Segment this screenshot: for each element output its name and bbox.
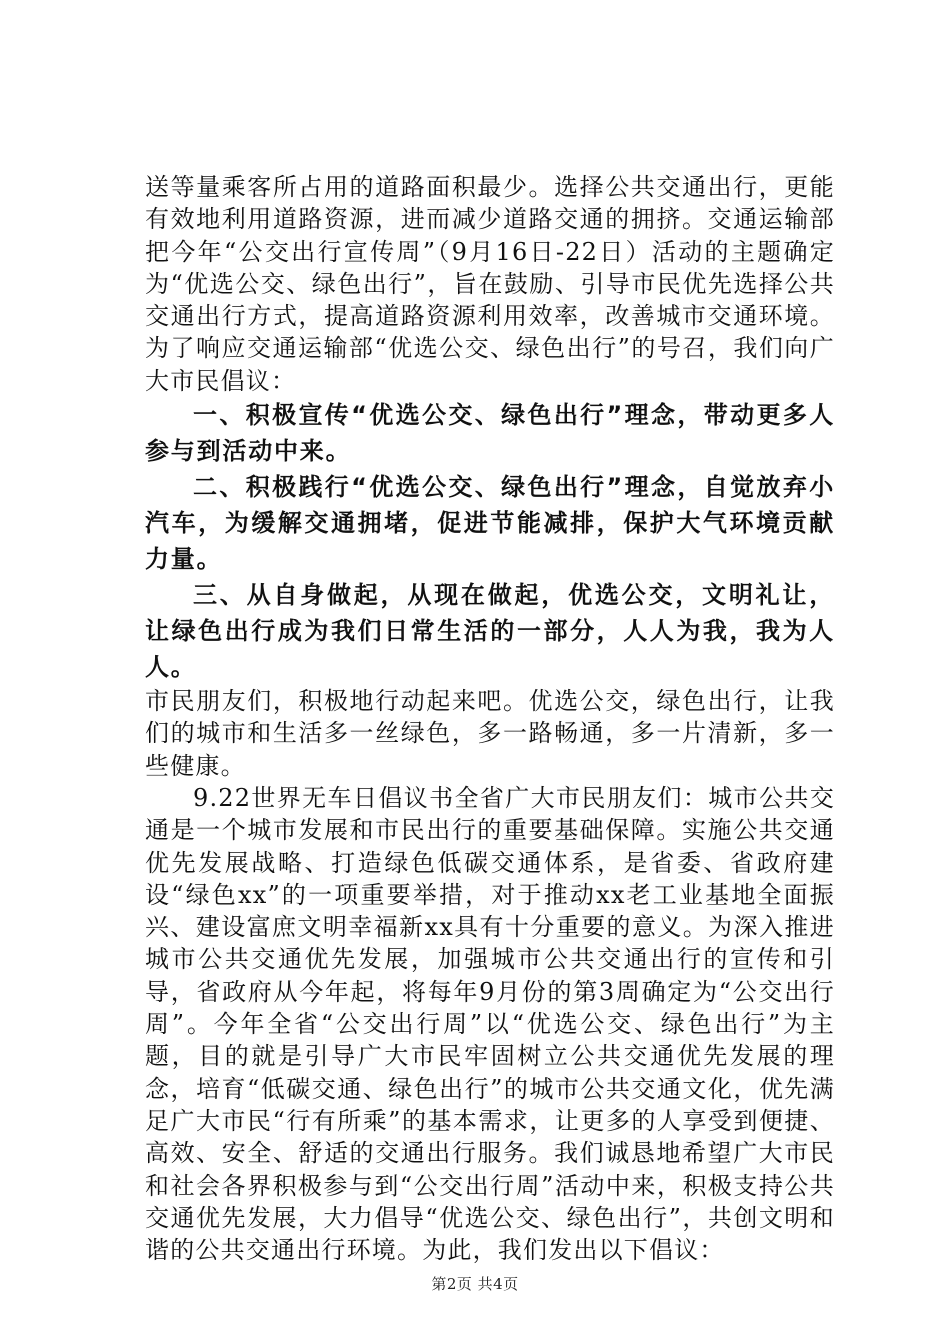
document-body (145, 171, 835, 1266)
paragraph-proposal-2: 二、积极践行“优选公交、绿色出行”理念，自觉放弃小汽车，为缓解交通拥堵，促进节能减排，保护大气环境贡献力量。 (145, 473, 835, 574)
paragraph-second-letter: 9.22世界无车日倡议书全省广大市民朋友们：城市公共交通是一个城市发展和市民出行的重要基础保障。实施公共交通优先发展战略、打造绿色低碳交通体系，是省委、省政府建设“绿色xx”的一项重要举措，对于推动xx老工业基地全面振兴、建设富庶文明幸福新xx具有十分重要的意义。为深入推进城市公共交通优先发展，加强城市公共交通出行的宣传和引导，省政府从今年起，将每年9月份的第3周确定为“公交出行周”。今年全省“公交出行周”以“优选公交、绿色出行”为主题，目的就是引导广大市民牢固树立公共交通优先发展的理念，培育“低碳交通、绿色出行”的城市公共交通文化，优先满足广大市民“行有所乘”的基本需求，让更多的人享受到便捷、高效、安全、舒适的交通出行服务。我们诚恳地希望广大市民和社会各界积极参与到“公交出行周”活动中来，积极支持公共交通优先发展，大力倡导“优选公交、绿色出行”，共创文明和谐的公共交通出行环境。为此，我们发出以下倡议： (145, 783, 835, 1265)
paragraph-proposal-1: 一、积极宣传“优选公交、绿色出行”理念，带动更多人参与到活动中来。 (145, 401, 835, 466)
paragraph-intro: 送等量乘客所占用的道路面积最少。选择公共交通出行，更能有效地利用道路资源，进而减少道路交通的拥挤。交通运输部把今年“公交出行宣传周”（9月16日-22日）活动的主题确定为“优选公交、绿色出行”，旨在鼓励、引导市民优先选择公共交通出行方式，提高道路资源利用效率，改善城市交通环境。为了响应交通运输部“优选公交、绿色出行”的号召，我们向广大市民倡议： (145, 173, 835, 395)
paragraph-proposal-3: 三、从自身做起，从现在做起，优选公交，文明礼让，让绿色出行成为我们日常生活的一部分，人人为我，我为人人。 (145, 581, 835, 682)
paragraph-closing: 市民朋友们，积极地行动起来吧。优选公交，绿色出行，让我们的城市和生活多一丝绿色，多一路畅通，多一片清新，多一些健康。 (145, 687, 835, 780)
page-number-footer: 第2页 共4页 (431, 1275, 519, 1293)
